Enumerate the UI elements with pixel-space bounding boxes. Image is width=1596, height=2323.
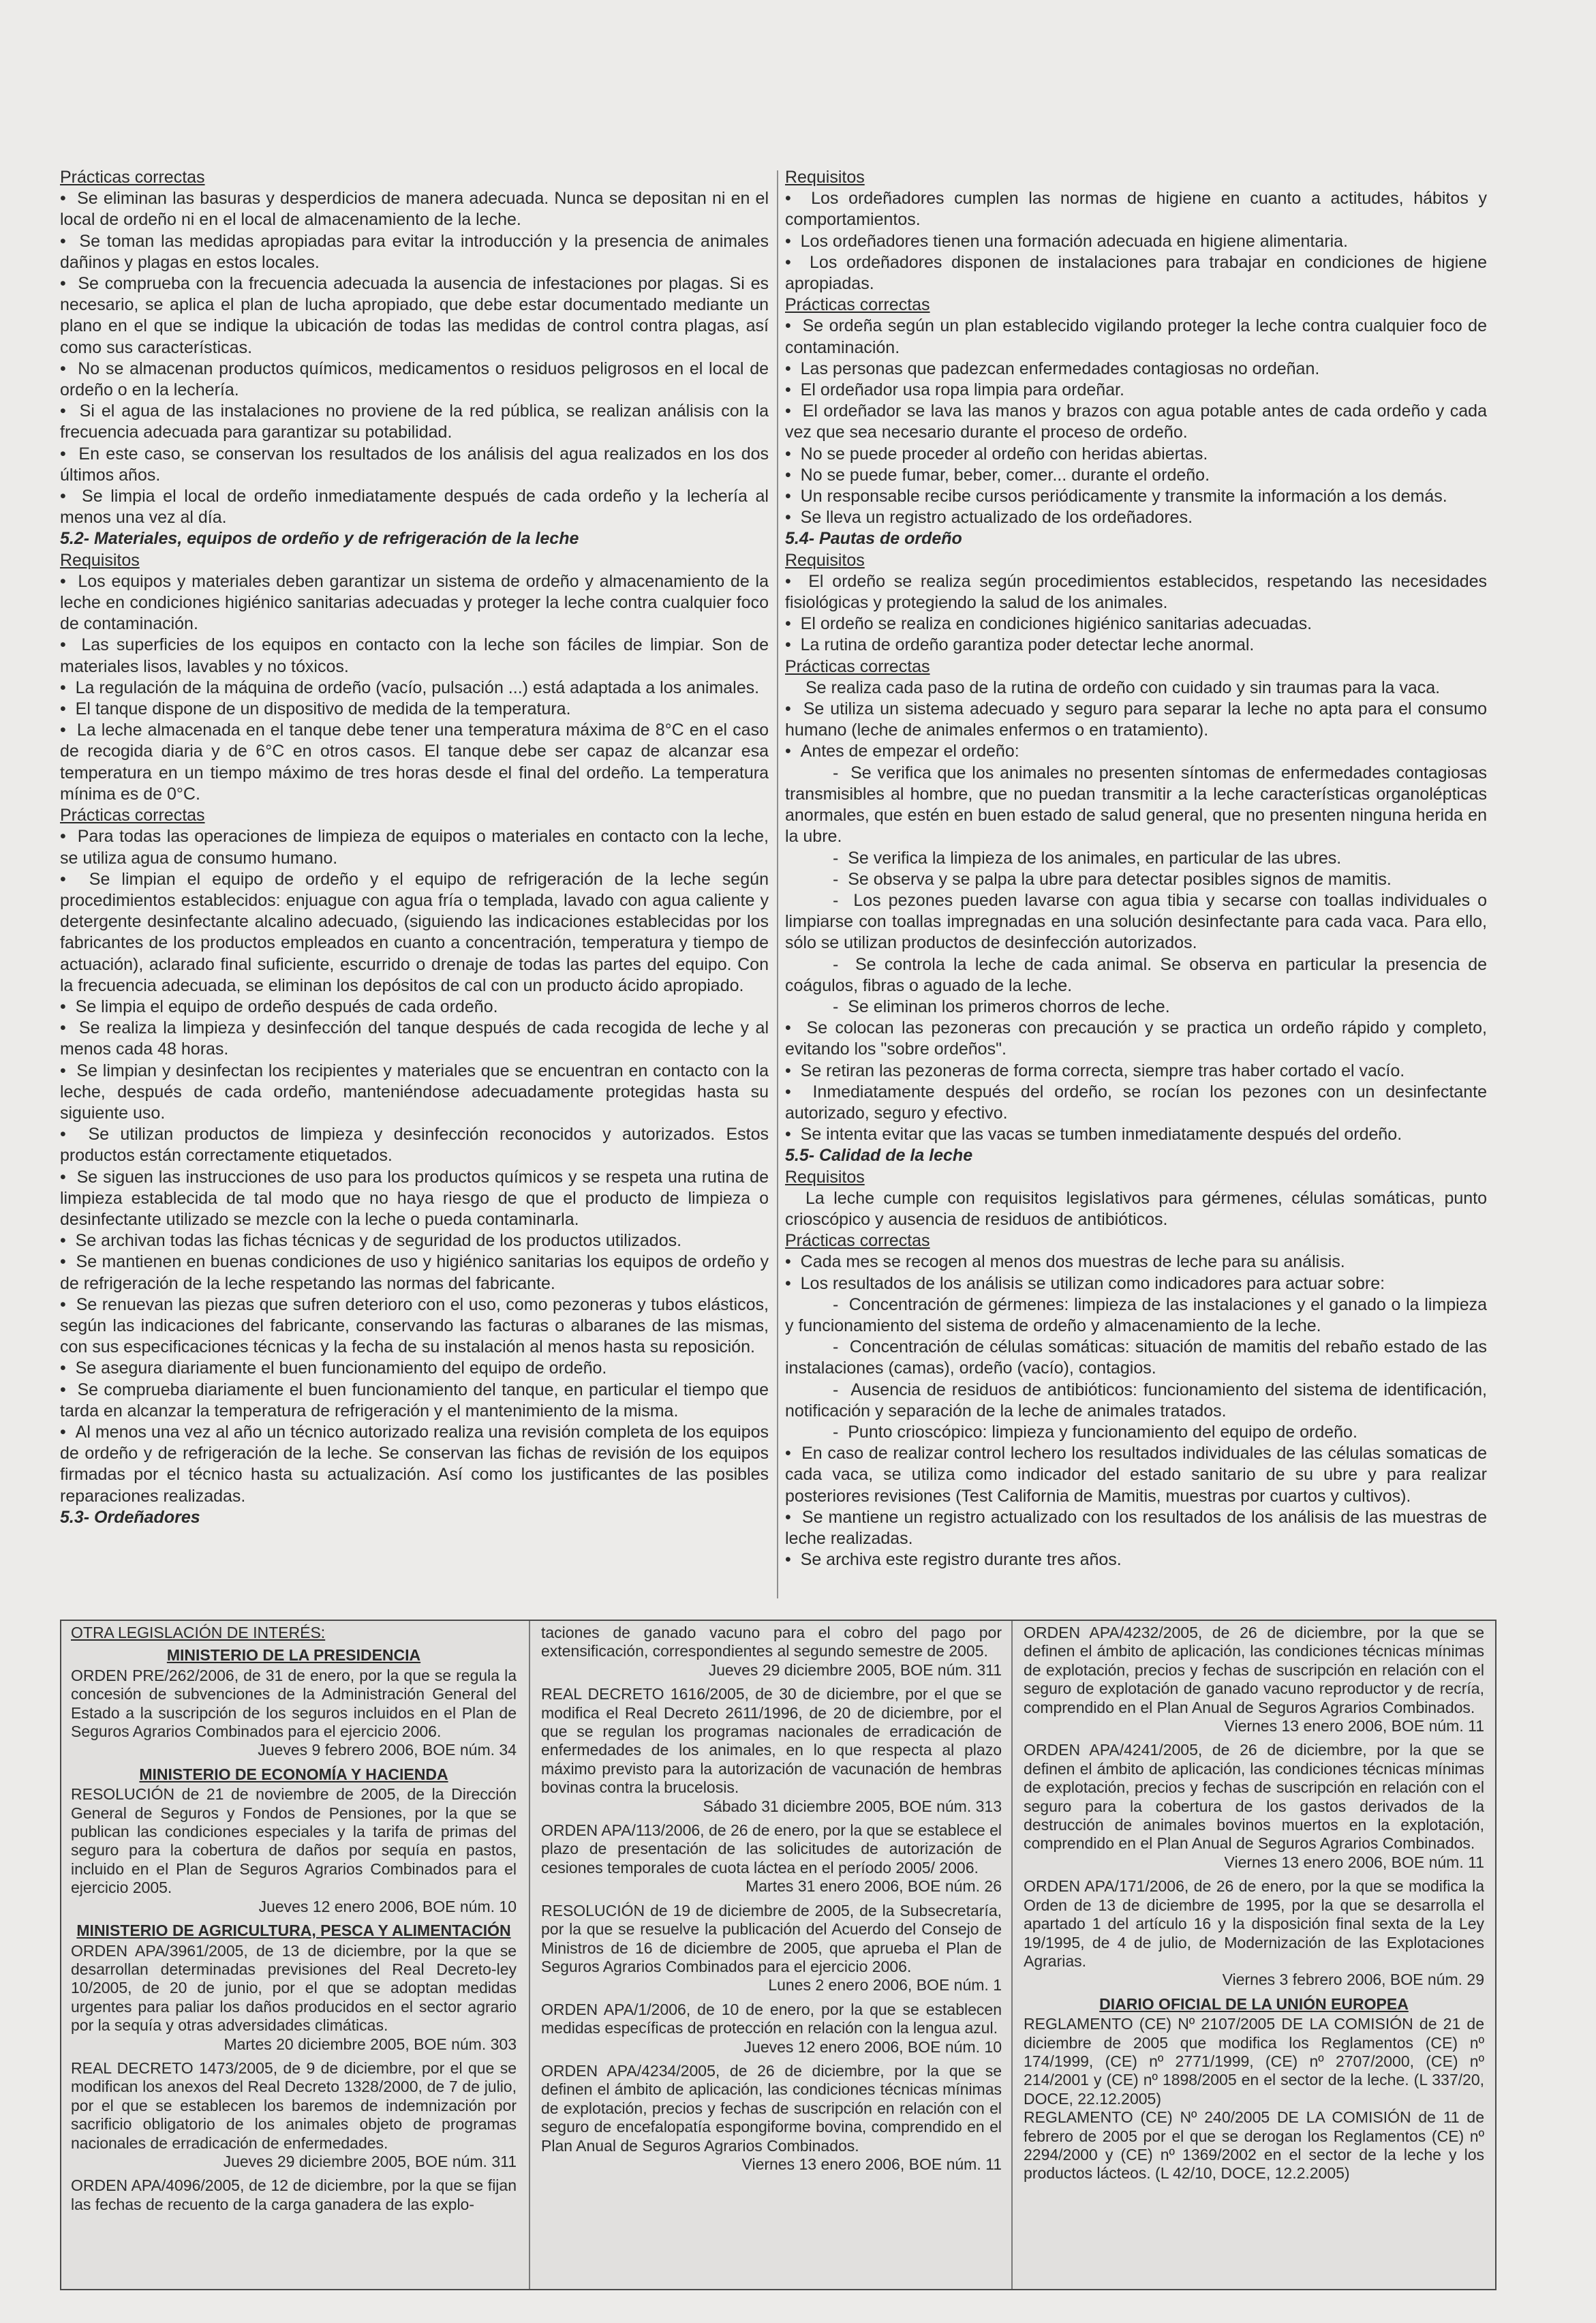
subsection-label: Prácticas correctas	[785, 1231, 930, 1251]
bullet-item: • El tanque dispone de un dispositivo de medida de la temperatura.	[60, 699, 769, 720]
bullet-item: • El ordeño se realiza según procedimientos establecidos, respetando las necesidades fisiológicas y protegiendo la salud de los animales.	[785, 571, 1487, 613]
bullet-item: • Se limpia el equipo de ordeño después de cada ordeño.	[60, 997, 769, 1018]
subsection-label: Requisitos	[60, 550, 140, 570]
bullet-item: • Los resultados de los análisis se utilizan como indicadores para actuar sobre:	[785, 1273, 1487, 1294]
legislation-entry: REAL DECRETO 1616/2005, de 30 de diciembre, por el que se modifica el Real Decreto 2611/1996, de 20 de diciembre, por el que se regulan los programas nacionales de erradicación de enfermedades de los animales, en lo que respecta al plazo máximo previsto para la autorización de vacunación de hembras bovinas contra la brucelosis.	[541, 1685, 1002, 1797]
ministry-heading: MINISTERIO DE ECONOMÍA Y HACIENDA	[139, 1765, 448, 1783]
legislation-entry: REGLAMENTO (CE) Nº 2107/2005 DE LA COMISIÓN de 21 de diciembre de 2005 que modifica los Reglamentos (CE) nº 174/1999, (CE) nº 2771/1999, (CE) nº 2707/2000, (CE) nº 214/2001 y (CE) nº 1898/2005 en el sector de la leche. (L 337/20, DOCE, 22.12.2005)	[1024, 2015, 1484, 2108]
boe-reference: Jueves 12 enero 2006, BOE núm. 10	[258, 1897, 517, 1915]
bullet-item: • Se siguen las instrucciones de uso para los productos químicos y se respeta una rutina de limpieza establecida de tal modo que no haya riesgo de que el producto de limpieza o desinfectante utilizado se mezcle con la leche o pueda contaminarla.	[60, 1167, 769, 1231]
bullet-item: • Se retiran las pezoneras de forma correcta, siempre tras haber cortado el vacío.	[785, 1061, 1487, 1082]
bullet-item: • Se limpia el local de ordeño inmediatamente después de cada ordeño y la lechería al menos una vez al día.	[60, 486, 769, 528]
bullet-item: • Un responsable recibe cursos periódicamente y transmite la información a los demás.	[785, 486, 1487, 507]
dash-item: - Ausencia de residuos de antibióticos: funcionamiento del sistema de identificación, notificación y separación de la leche de animales tratados.	[785, 1380, 1487, 1422]
bullet-item: • Se mantiene un registro actualizado con los resultados de los análisis de las muestras de leche realizadas.	[785, 1507, 1487, 1549]
dash-item: - Concentración de gérmenes: limpieza de las instalaciones y el ganado o la limpieza y funcionamiento del sistema de ordeño y almacenamiento de la leche.	[785, 1294, 1487, 1337]
dash-item: - Punto crioscópico: limpieza y funcionamiento del equipo de ordeño.	[785, 1422, 1487, 1443]
ministry-heading: MINISTERIO DE LA PRESIDENCIA	[166, 1646, 421, 1665]
dash-item: - Se eliminan los primeros chorros de leche.	[785, 997, 1487, 1018]
boe-reference: Martes 31 enero 2006, BOE núm. 26	[746, 1877, 1002, 1896]
bullet-item: • No se almacenan productos químicos, medicamentos o residuos peligrosos en el local de ordeño o en la lechería.	[60, 359, 769, 401]
bullet-item: • El ordeño se realiza en condiciones higiénico sanitarias adecuadas.	[785, 613, 1487, 635]
bullet-item: • Se colocan las pezoneras con precaución y se practica un ordeño rápido y completo, evitando los "sobre ordeños".	[785, 1018, 1487, 1060]
legislation-entry: ORDEN APA/113/2006, de 26 de enero, por la que se establece el plazo de presentación de las solicitudes de autorización de cesiones temporales de cuota láctea en el período 2005/ 2006.	[541, 1821, 1002, 1877]
bullet-item: • Se comprueba diariamente el buen funcionamiento del tanque, en particular el tiempo que tarda en alcanzar la temperatura de refrigeración y el mantenimiento de la misma.	[60, 1380, 769, 1422]
article-right-column	[785, 167, 1487, 1570]
bullet-item: • Se asegura diariamente el buen funcionamiento del equipo de ordeño.	[60, 1358, 769, 1379]
bullet-item: • Se limpian y desinfectan los recipientes y materiales que se encuentran en contacto con la leche, después de cada ordeño, manteniéndose adecuadamente protegidas hasta su siguiente uso.	[60, 1061, 769, 1125]
boe-reference: Viernes 13 enero 2006, BOE núm. 11	[1224, 1717, 1484, 1735]
bullet-item: • Se mantienen en buenas condiciones de uso y higiénico sanitarias los equipos de ordeño y de refrigeración de la leche respetando las normas del fabricante.	[60, 1251, 769, 1294]
boe-reference: Viernes 13 enero 2006, BOE núm. 11	[1224, 1853, 1484, 1871]
bullet-item: • Se lleva un registro actualizado de los ordeñadores.	[785, 507, 1487, 528]
subsection-label: Requisitos	[785, 168, 865, 187]
subsection-label: Requisitos	[785, 550, 865, 570]
bullet-item: • Cada mes se recogen al menos dos muestras de leche para su análisis.	[785, 1251, 1487, 1273]
bullet-item: • Los ordeñadores disponen de instalaciones para trabajar en condiciones de higiene apropiadas.	[785, 252, 1487, 294]
bullet-item: • Se comprueba con la frecuencia adecuada la ausencia de infestaciones por plagas. Si es necesario, se aplica el plan de lucha apropiado, que debe estar documentado mediante un plano en el que se indique la ubicación de todas las medidas de control contra plagas, así como sus características.	[60, 273, 769, 359]
legislation-entry: taciones de ganado vacuno para el cobro del pago por extensificación, correspondientes al segundo semestre de 2005.	[541, 1624, 1002, 1660]
legislation-entry: ORDEN APA/171/2006, de 26 de enero, por la que se modifica la Orden de 13 de diciembre de 1995, por la que se desarrolla el apartado 1 del artículo 16 y la disposición final sexta de la Ley 19/1995, de 4 de julio, de Modernización de las Explotaciones Agrarias.	[1024, 1877, 1484, 1970]
bullet-item: • Para todas las operaciones de limpieza de equipos o materiales en contacto con la leche, se utiliza agua de consumo humano.	[60, 826, 769, 868]
legislation-entry: REAL DECRETO 1473/2005, de 9 de diciembre, por el que se modifican los anexos del Real Decreto 1328/2000, de 7 de julio, por el que se establecen los baremos de indemnización por sacrificio obligatorio de los animales objeto de programas nacionales de erradicación de enfermedades.	[71, 2059, 517, 2152]
boe-reference: Sábado 31 diciembre 2005, BOE núm. 313	[703, 1797, 1002, 1815]
subsection-label: Requisitos	[785, 1167, 865, 1187]
dash-item: - Los pezones pueden lavarse con agua tibia y secarse con toallas individuales o limpiarse con toallas impregnadas en una solución desinfectante para cada vaca. Para ello, sólo se utilizan productos de desinfección autorizados.	[785, 890, 1487, 954]
boe-reference: Martes 20 diciembre 2005, BOE núm. 303	[224, 2035, 517, 2053]
legislation-column-1	[71, 1624, 517, 2214]
subsection-label: Prácticas correctas	[60, 806, 205, 825]
bullet-item: • Los ordeñadores tienen una formación adecuada en higiene alimentaria.	[785, 231, 1487, 252]
bullet-item: • El ordeñador se lava las manos y brazos con agua potable antes de cada ordeño y cada vez que sea necesario durante el proceso de ordeño.	[785, 401, 1487, 443]
bullet-item: • La regulación de la máquina de ordeño (vacío, pulsación ...) está adaptada a los animales.	[60, 678, 769, 699]
legislation-box-title: OTRA LEGISLACIÓN DE INTERÉS:	[71, 1624, 326, 1641]
section-heading: 5.4- Pautas de ordeño	[785, 529, 962, 549]
bullet-item: • Se toman las medidas apropiadas para evitar la introducción y la presencia de animales dañinos y plagas en estos locales.	[60, 231, 769, 273]
legislation-column-2	[541, 1624, 1002, 2179]
bullet-item: • Se archivan todas las fichas técnicas y de seguridad de los productos utilizados.	[60, 1230, 769, 1251]
bullet-item: • Se archiva este registro durante tres años.	[785, 1549, 1487, 1570]
bullet-item: • Se eliminan las basuras y desperdicios de manera adecuada. Nunca se depositan ni en el local de ordeño ni en el local de almacenamiento de la leche.	[60, 188, 769, 230]
legislation-column-3	[1024, 1624, 1484, 2183]
bullet-item: • Se utiliza un sistema adecuado y seguro para separar la leche no apta para el consumo humano (leche de animales enfermos o en tratamiento).	[785, 699, 1487, 741]
bullet-item: • Si el agua de las instalaciones no proviene de la red pública, se realizan análisis con la frecuencia adecuada para garantizar su potabilidad.	[60, 401, 769, 443]
legislation-entry: ORDEN PRE/262/2006, de 31 de enero, por la que se regula la concesión de subvenciones de la Administración General del Estado a la suscripción de los seguros incluidos en el Plan de Seguros Agrarios Combinados para el ejercicio 2006.	[71, 1666, 517, 1741]
ministry-heading: DIARIO OFICIAL DE LA UNIÓN EUROPEA	[1099, 1994, 1409, 2013]
bullet-item: • Se utilizan productos de limpieza y desinfección reconocidos y autorizados. Estos productos están correctamente etiquetados.	[60, 1124, 769, 1166]
bullet-item: • Los ordeñadores cumplen las normas de higiene en cuanto a actitudes, hábitos y comportamientos.	[785, 188, 1487, 230]
boe-reference: Jueves 29 diciembre 2005, BOE núm. 311	[223, 2152, 517, 2170]
bullet-item: • No se puede fumar, beber, comer... durante el ordeño.	[785, 465, 1487, 486]
subsection-label: Prácticas correctas	[785, 656, 930, 676]
bullet-item: • La rutina de ordeño garantiza poder detectar leche anormal.	[785, 635, 1487, 656]
bullet-item: • Al menos una vez al año un técnico autorizado realiza una revisión completa de los equipos de ordeño y de refrigeración de la leche. Se conservan las fichas de revisión de los equipos firmadas por el técnico hasta su actualización. Así como los justificantes de las posibles reparaciones realizadas.	[60, 1422, 769, 1507]
dash-item: - Se verifica la limpieza de los animales, en particular de las ubres.	[785, 848, 1487, 869]
boe-reference: Viernes 13 enero 2006, BOE núm. 11	[741, 2155, 1002, 2173]
legislation-box	[60, 1620, 1497, 2290]
legislation-entry: REGLAMENTO (CE) Nº 240/2005 DE LA COMISIÓN de 11 de febrero de 2005 por el que se derogan los Reglamentos (CE) nº 2294/2000 y (CE) nº 1369/2002 en el sector de la leche y los productos lácteos. (L 42/10, DOCE, 12.2.2005)	[1024, 2108, 1484, 2183]
bullet-item: • En este caso, se conservan los resultados de los análisis del agua realizados en los dos últimos años.	[60, 444, 769, 486]
boe-reference: Jueves 9 febrero 2006, BOE núm. 34	[258, 1741, 517, 1759]
bullet-item: • Se renuevan las piezas que sufren deterioro con el uso, como pezoneras y tubos elásticos, según las indicaciones del fabricante, conservando las facturas o albaranes de las mismas, con sus especificaciones técnicas y la fecha de su instalación al menos hasta su reposición.	[60, 1294, 769, 1358]
box-divider	[1011, 1621, 1013, 2289]
bullet-item: • Se ordeña según un plan establecido vigilando proteger la leche contra cualquier foco de contaminación.	[785, 316, 1487, 358]
section-heading: 5.2- Materiales, equipos de ordeño y de refrigeración de la leche	[60, 529, 579, 549]
legislation-entry: ORDEN APA/3961/2005, de 13 de diciembre, por la que se desarrollan determinadas previsiones del Real Decreto-ley 10/2005, de 20 de junio, por el que se adoptan medidas urgentes para paliar los daños producidos en el sector agrario por la sequía y otras adversidades climáticas.	[71, 1941, 517, 2035]
bullet-item: • Se intenta evitar que las vacas se tumben inmediatamente después del ordeño.	[785, 1124, 1487, 1145]
dash-item: La leche cumple con requisitos legislativos para gérmenes, células somáticas, punto crioscópico y ausencia de residuos de antibióticos.	[785, 1188, 1487, 1229]
section-heading: 5.3- Ordeñadores	[60, 1507, 200, 1527]
bullet-item: • Inmediatamente después del ordeño, se rocían los pezones con un desinfectante autorizado, seguro y efectivo.	[785, 1082, 1487, 1124]
dash-item: - Se controla la leche de cada animal. Se observa en particular la presencia de coágulos, fibras o aguado de la leche.	[785, 954, 1487, 997]
subsection-label: Prácticas correctas	[60, 168, 205, 187]
boe-reference: Jueves 29 diciembre 2005, BOE núm. 311	[708, 1660, 1002, 1679]
legislation-entry: ORDEN APA/4234/2005, de 26 de diciembre, por la que se definen el ámbito de aplicación, las condiciones técnicas mínimas de explotación, precios y fechas de suscripción en relación con el seguro de encefalopatía espongiforme bovina, comprendido en el Plan Anual de Seguros Agrarios Combinados.	[541, 2061, 1002, 2155]
legislation-entry: ORDEN APA/4241/2005, de 26 de diciembre, por la que se definen el ámbito de aplicación, las condiciones técnicas mínimas de explotación, precios y fechas de suscripción en relación con el seguro para la cobertura de los gastos derivados de la destrucción de animales bovinos muertos en la explotación, comprendido en el Plan Anual de Seguros Agrarios Combinados.	[1024, 1741, 1484, 1853]
boe-reference: Viernes 3 febrero 2006, BOE núm. 29	[1222, 1971, 1484, 1989]
bullet-item: • Los equipos y materiales deben garantizar un sistema de ordeño y almacenamiento de la leche en condiciones higiénico sanitarias adecuadas y proteger la leche contra cualquier foco de contaminación.	[60, 571, 769, 635]
legislation-entry: RESOLUCIÓN de 21 de noviembre de 2005, de la Dirección General de Seguros y Fondos de Pensiones, por la que se publican las condiciones especiales y la tarifa de primas del seguro para la cobertura de daños por sequía en pastos, incluido en el Plan de Seguros Agrarios Combinados para el ejercicio 2005.	[71, 1785, 517, 1897]
legislation-entry: ORDEN APA/4096/2005, de 12 de diciembre, por la que se fijan las fechas de recuento de la carga ganadera de las explo-	[71, 2176, 517, 2213]
bullet-item: • El ordeñador usa ropa limpia para ordeñar.	[785, 380, 1487, 401]
dash-item: Se realiza cada paso de la rutina de ordeño con cuidado y sin traumas para la vaca.	[805, 678, 1441, 697]
bullet-item: • No se puede proceder al ordeño con heridas abiertas.	[785, 444, 1487, 465]
bullet-item: • La leche almacenada en el tanque debe tener una temperatura máxima de 8°C en el caso de recogida diaria y de 6°C en otros casos. El tanque debe ser capaz de alcanzar esa temperatura en un tiempo máximo de tres horas desde el final del ordeño. La temperatura mínima es de 0°C.	[60, 720, 769, 805]
bullet-item: • Se realiza la limpieza y desinfección del tanque después de cada recogida de leche y al menos cada 48 horas.	[60, 1018, 769, 1060]
dash-item: - Se observa y se palpa la ubre para detectar posibles signos de mamitis.	[785, 869, 1487, 890]
box-divider	[529, 1621, 530, 2289]
subsection-label: Prácticas correctas	[785, 295, 930, 315]
legislation-entry: ORDEN APA/4232/2005, de 26 de diciembre, por la que se definen el ámbito de aplicación, las condiciones técnicas mínimas de explotación, precios y fechas de suscripción en relación con el seguro de explotación de ganado vacuno reproductor y de recría, comprendido en el Plan Anual de Seguros Agrarios Combinados.	[1024, 1624, 1484, 1716]
dash-item: - Concentración de células somáticas: situación de mamitis del rebaño estado de las instalaciones (camas), ordeño (vacío), contagios.	[785, 1337, 1487, 1379]
bullet-item: • Las personas que padezcan enfermedades contagiosas no ordeñan.	[785, 359, 1487, 380]
boe-reference: Lunes 2 enero 2006, BOE núm. 1	[768, 1976, 1002, 1994]
bullet-item: • En caso de realizar control lechero los resultados individuales de las células somaticas de cada vaca, se utiliza como indicador del estado sanitario de su ubre y para realizar posteriores revisiones (Test California de Mamitis, muestras por cuartos y cultivos).	[785, 1443, 1487, 1507]
boe-reference: Jueves 12 enero 2006, BOE núm. 10	[743, 2037, 1002, 2056]
column-divider	[777, 170, 778, 1598]
bullet-item: • Se limpian el equipo de ordeño y el equipo de refrigeración de la leche según procedimientos establecidos: enjuague con agua fría o templada, lavado con agua caliente y detergente desinfectante alcalino adecuado, (siguiendo las indicaciones establecidas por los fabricantes de los productos empleados en cuanto a concentración, temperatura y tiempo de actuación), aclarado final suficiente, escurrido o drenaje de todas las partes del equipo. Con la frecuencia adecuada, se eliminan los depósitos de cal con un producto ácido apropiado.	[60, 869, 769, 997]
legislation-entry: RESOLUCIÓN de 19 de diciembre de 2005, de la Subsecretaría, por la que se resuelve la publicación del Acuerdo del Consejo de Ministros de 16 de diciembre de 2005, que aprueba el Plan de Seguros Agrarios Combinados para el ejercicio 2006.	[541, 1901, 1002, 1975]
dash-item: - Se verifica que los animales no presenten síntomas de enfermedades contagiosas transmisibles al hombre, que no puedan transmitir a la leche características organolépticas anormales, que estén en buen estado de salud general, que no presenten ninguna herida en la ubre.	[785, 763, 1487, 848]
section-heading: 5.5- Calidad de la leche	[785, 1146, 973, 1166]
legislation-entry: ORDEN APA/1/2006, de 10 de enero, por la que se establecen medidas específicas de protección en relación con la lengua azul.	[541, 2000, 1002, 2037]
article-left-column	[60, 167, 769, 1528]
bullet-item: • Antes de empezar el ordeño:	[785, 741, 1487, 762]
bullet-item: • Las superficies de los equipos en contacto con la leche son fáciles de limpiar. Son de materiales lisos, lavables y no tóxicos.	[60, 635, 769, 677]
ministry-heading: MINISTERIO DE AGRICULTURA, PESCA Y ALIMENTACIÓN	[76, 1922, 511, 1940]
